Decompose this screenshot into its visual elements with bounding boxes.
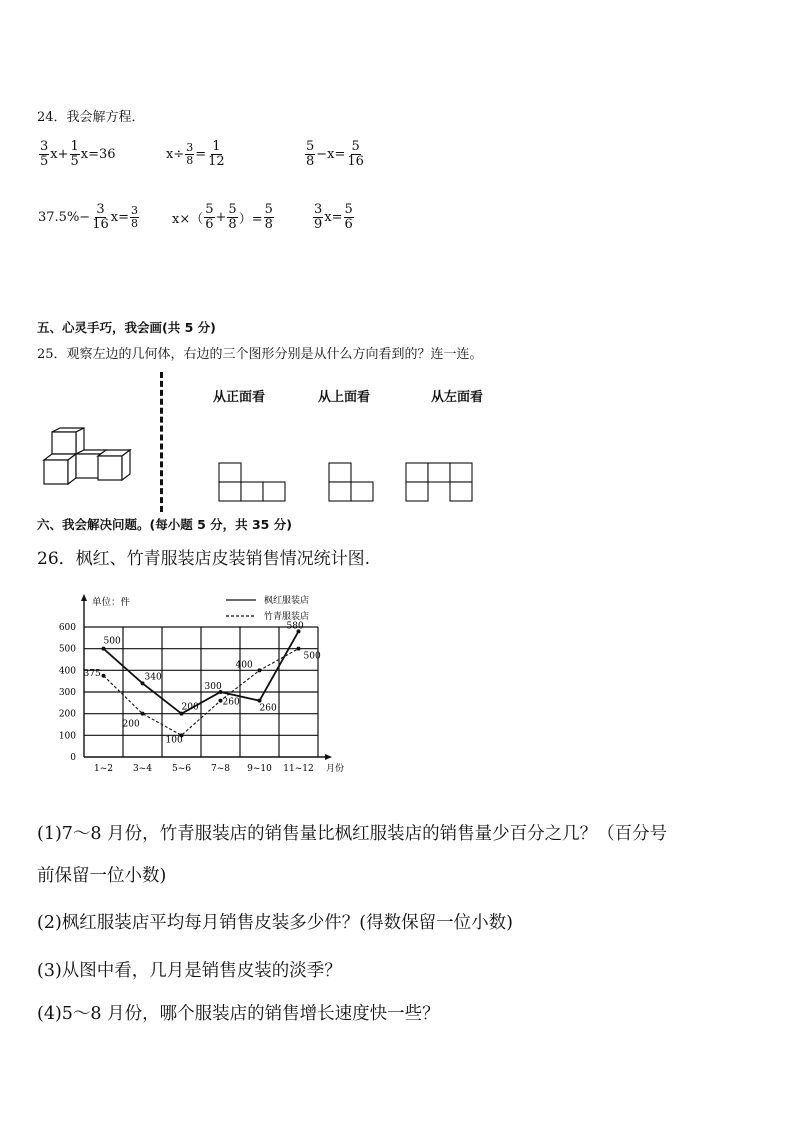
denominator: 6 <box>344 216 353 232</box>
fraction <box>264 203 274 231</box>
equation-text: −x= <box>316 146 346 162</box>
data-label: 200 <box>181 702 199 713</box>
data-label: 100 <box>165 735 183 746</box>
data-labels <box>84 621 321 745</box>
fraction <box>346 140 365 168</box>
x-tick-labels <box>94 764 314 774</box>
equation-2 <box>166 140 227 168</box>
fraction <box>70 140 80 168</box>
data-label: 500 <box>103 636 121 647</box>
denominator: 8 <box>186 153 194 167</box>
denominator: 8 <box>264 216 273 232</box>
numerator: 3 <box>40 139 49 154</box>
numerator: 5 <box>344 202 353 217</box>
x-axis-arrow <box>325 754 332 760</box>
question-1-line-1: (1)7～8 月份，竹青服装店的销售量比枫红服装店的销售量少百分之几？（百分号 <box>37 824 668 844</box>
y-tick-label: 500 <box>58 644 76 655</box>
unit-label: 单位：件 <box>92 597 131 608</box>
x-axis-label: 月份 <box>326 764 345 774</box>
x-tick-label: 3~4 <box>133 764 152 774</box>
equation-text: x÷ <box>166 146 185 162</box>
q24-title: 24．我会解方程． <box>37 110 145 125</box>
view-shape-1 <box>218 462 290 504</box>
label-front-view: 从正面看 <box>213 390 266 405</box>
q26-text: 26．枫红、竹青服装店皮装销售情况统计图. <box>37 549 371 569</box>
question-2: (2)枫红服装店平均每月销售皮装多少件？(得数保留一位小数) <box>37 913 513 933</box>
fraction <box>305 140 315 168</box>
y-tick-label: 0 <box>70 753 76 763</box>
x-tick-label: 1~2 <box>94 764 113 774</box>
data-label: 375 <box>83 668 101 679</box>
equation-4 <box>38 203 140 231</box>
label-left-view: 从左面看 <box>431 390 484 405</box>
question-3: (3)从图中看，几月是销售皮装的淡季？ <box>37 961 342 981</box>
legend-label: 竹青服装店 <box>264 612 310 622</box>
y-tick-label: 400 <box>58 666 76 677</box>
numerator: 5 <box>205 202 214 217</box>
x-tick-label: 9~10 <box>247 764 272 774</box>
equation-text: x×（ <box>172 211 204 227</box>
data-point <box>102 674 106 678</box>
equation-text: x= <box>324 209 343 225</box>
view-shape-3 <box>405 462 477 504</box>
equation-text: x+ <box>50 146 69 162</box>
equation-text: ）= <box>238 211 263 227</box>
denominator: 16 <box>92 216 109 232</box>
data-label: 580 <box>286 621 304 632</box>
data-point <box>102 647 106 651</box>
view-shape-2 <box>328 462 378 504</box>
denominator: 9 <box>314 216 323 232</box>
legend <box>226 594 309 622</box>
fraction <box>344 203 354 231</box>
legend-label: 枫红服装店 <box>264 596 310 606</box>
data-point <box>258 668 262 672</box>
data-label: 500 <box>303 651 321 662</box>
divider-line <box>160 372 163 512</box>
numerator: 1 <box>212 139 221 154</box>
fraction <box>204 203 214 231</box>
numerator: 5 <box>228 202 237 217</box>
y-axis-arrow <box>81 594 87 601</box>
x-tick-label: 11~12 <box>283 764 314 774</box>
denominator: 5 <box>40 153 49 169</box>
data-label: 260 <box>259 703 277 714</box>
numerator: 3 <box>130 204 138 218</box>
equation-text: = <box>195 146 207 162</box>
denominator: 8 <box>228 216 237 232</box>
equation-text: x=36 <box>80 146 116 162</box>
data-point <box>141 712 145 716</box>
y-tick-label: 100 <box>58 731 76 742</box>
data-label: 300 <box>204 682 222 692</box>
equation-5 <box>172 203 275 231</box>
data-label: 340 <box>144 672 162 683</box>
fraction <box>207 140 226 168</box>
data-label: 400 <box>235 660 253 671</box>
numerator: 3 <box>186 141 194 155</box>
fraction <box>130 205 139 229</box>
denominator: 8 <box>306 153 315 169</box>
label-top-view: 从上面看 <box>318 390 371 405</box>
denominator: 5 <box>70 153 79 169</box>
data-point <box>297 647 301 651</box>
numerator: 5 <box>351 139 360 154</box>
fraction <box>227 203 237 231</box>
numerator: 3 <box>96 202 105 217</box>
x-tick-label: 5~6 <box>172 764 191 774</box>
section-6-title: 六、我会解决问题。(每小题 5 分，共 35 分) <box>37 517 292 532</box>
fraction <box>313 203 323 231</box>
question-4: (4)5～8 月份，哪个服装店的销售增长速度快一些？ <box>37 1004 440 1024</box>
fraction <box>185 142 194 166</box>
numerator: 5 <box>306 139 315 154</box>
y-tick-label: 200 <box>58 709 76 720</box>
equation-3 <box>304 140 366 168</box>
section-5-title: 五、心灵手巧，我会画(共 5 分) <box>37 320 216 335</box>
y-tick-labels <box>59 623 76 763</box>
equation-text: + <box>215 209 227 225</box>
numerator: 3 <box>314 202 323 217</box>
question-1-line-2: 前保留一位小数) <box>37 866 167 886</box>
y-tick-label: 300 <box>58 688 76 698</box>
x-tick-label: 7~8 <box>211 764 230 774</box>
denominator: 8 <box>130 216 138 230</box>
fraction <box>39 140 49 168</box>
q25-text: 25．观察左边的几何体，右边的三个图形分别是从什么方向看到的？连一连。 <box>37 347 483 362</box>
denominator: 6 <box>205 216 214 232</box>
data-label: 260 <box>222 697 240 708</box>
sales-line-chart <box>50 588 360 778</box>
denominator: 12 <box>208 153 225 169</box>
numerator: 5 <box>264 202 273 217</box>
equation-text: 37.5%− <box>38 209 91 225</box>
data-label: 200 <box>122 719 140 730</box>
fraction <box>91 203 110 231</box>
equation-6 <box>312 203 355 231</box>
denominator: 16 <box>347 153 364 169</box>
numerator: 1 <box>70 139 79 154</box>
data-point <box>258 699 262 703</box>
equation-1 <box>38 140 116 168</box>
y-tick-label: 600 <box>58 623 76 633</box>
equation-text: x= <box>110 209 129 225</box>
geometric-solid-figure <box>40 426 140 488</box>
